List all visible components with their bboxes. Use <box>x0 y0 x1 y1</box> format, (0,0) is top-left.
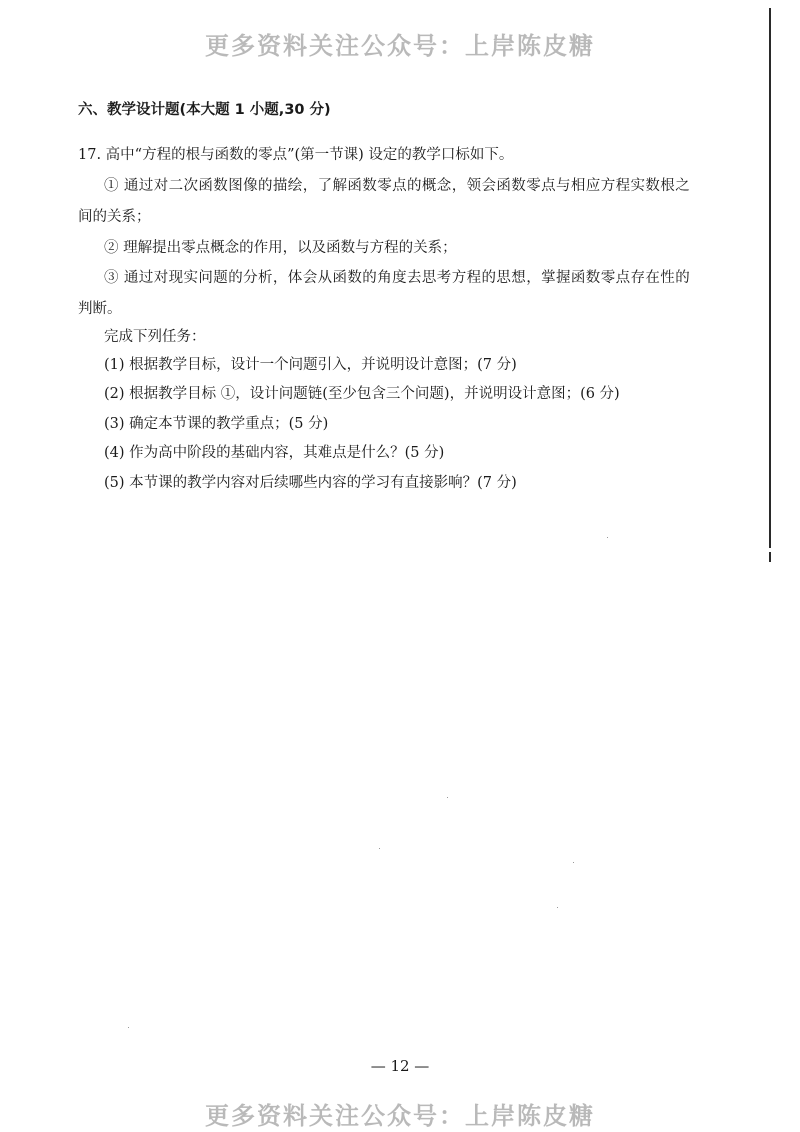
tasks-heading: 完成下列任务： <box>104 329 206 345</box>
task-1: (1) 根据教学目标，设计一个问题引入，并说明设计意图；(7 分) <box>104 357 517 373</box>
right-margin-rule-dash <box>769 552 771 562</box>
objective-2: ② 理解提出零点概念的作用，以及函数与方程的关系； <box>104 240 457 256</box>
watermark-bottom: 更多资料关注公众号：上岸陈皮糖 <box>205 1102 595 1130</box>
scan-speck <box>607 537 608 538</box>
scan-speck <box>557 907 558 908</box>
page-number: — 12 — <box>370 1057 430 1075</box>
objective-3-line-2: 判断。 <box>78 301 122 317</box>
objective-3-line-1: ③ 通过对现实问题的分析，体会从函数的角度去思考方程的思想，掌握函数零点存在性的 <box>104 270 691 286</box>
scan-speck <box>573 862 574 863</box>
task-4: (4) 作为高中阶段的基础内容，其难点是什么？(5 分) <box>104 445 445 461</box>
scan-speck <box>128 1027 129 1028</box>
objective-1-line-1: ① 通过对二次函数图像的描绘，了解函数零点的概念，领会函数零点与相应方程实数根之 <box>104 178 691 194</box>
question-intro: 17. 高中“方程的根与函数的零点”(第一节课) 设定的教学口标如下。 <box>78 147 514 163</box>
task-2: (2) 根据教学目标 ①，设计问题链(至少包含三个问题)，并说明设计意图；(6 分) <box>104 386 620 402</box>
task-3: (3) 确定本节课的教学重点；(5 分) <box>104 416 329 432</box>
scan-speck <box>379 848 380 849</box>
section-title: 六、教学设计题(本大题 1 小题,30 分) <box>78 102 331 118</box>
objective-1-line-2: 间的关系； <box>78 209 151 225</box>
scan-speck <box>447 797 448 798</box>
task-5: (5) 本节课的教学内容对后续哪些内容的学习有直接影响？(7 分) <box>104 475 517 491</box>
watermark-top: 更多资料关注公众号：上岸陈皮糖 <box>205 32 595 60</box>
right-margin-rule <box>769 8 771 548</box>
